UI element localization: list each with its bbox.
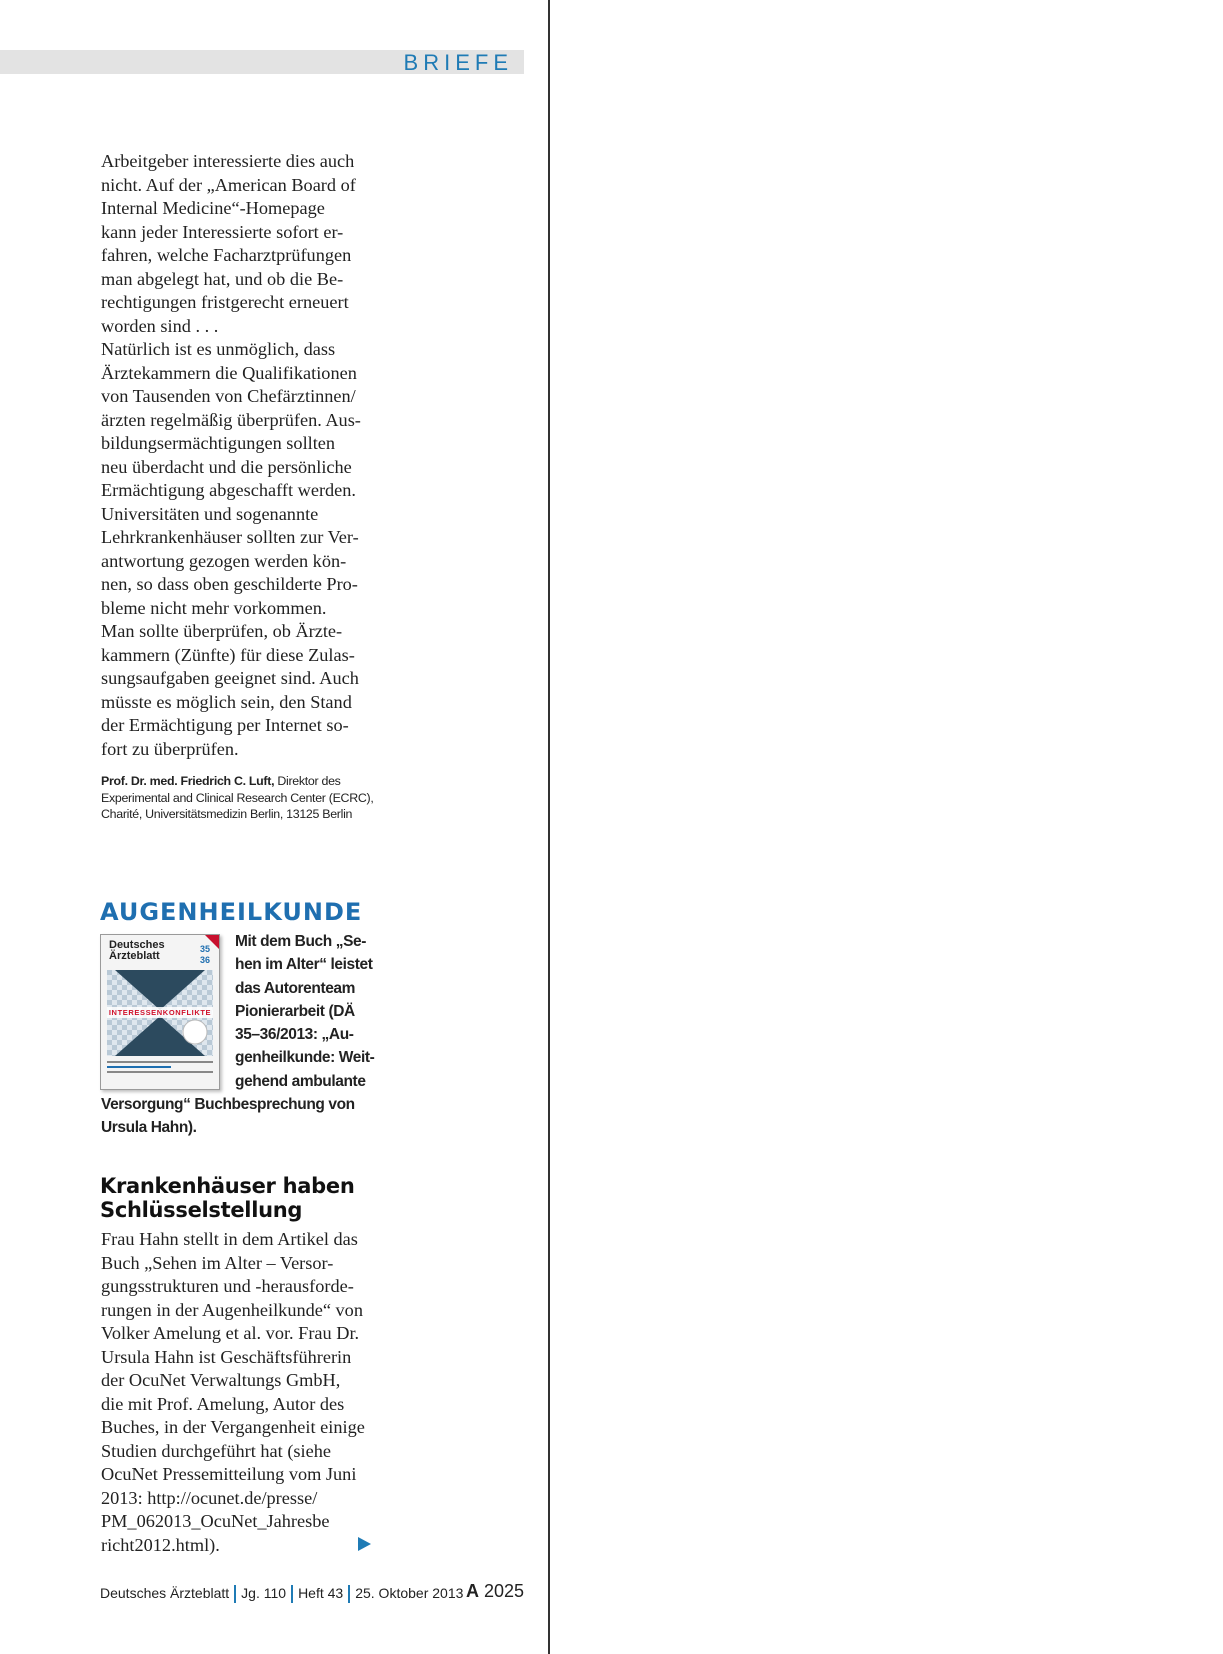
column-divider (548, 0, 550, 1654)
section-label: BRIEFE (403, 50, 513, 75)
text-line: Internal Medicine“-Homepage (101, 198, 325, 218)
text-line: müsste es möglich sein, den Stand (101, 691, 352, 712)
teaser-line: Ursula Hahn). (101, 1119, 197, 1137)
text-line: Ermächtigung abgeschafft werden. (101, 480, 356, 500)
letter-body (101, 1228, 381, 1557)
text-line: worden sind . . . (101, 315, 219, 336)
text-line: antwortung gezogen werden kön- (101, 550, 347, 571)
text-line: Buches, in der Vergangenheit einige (101, 1417, 365, 1437)
text-line: gungsstrukturen und -herausforde- (101, 1276, 354, 1296)
topic-teaser (101, 930, 391, 1140)
teaser-line: das Autorenteam (235, 979, 356, 997)
text-line: fahren, welche Facharztprüfungen (101, 245, 352, 265)
cover-band: INTERESSENKONFLIKTE (108, 1008, 212, 1017)
text-line: der OcuNet Verwaltungs GmbH, (101, 1370, 341, 1390)
text-line: 2013: http://ocunet.de/presse/ (101, 1487, 318, 1508)
journal-name: Deutsches Ärzteblatt (100, 1585, 230, 1601)
text-line: Man sollte überprüfen, ob Ärzte- (101, 621, 343, 641)
journal-issue: Heft 43 (298, 1585, 344, 1601)
text-line: rungen in der Augenheilkunde“ von (101, 1299, 363, 1320)
teaser-line: genheilkunde: Weit- (235, 1049, 375, 1067)
page-number: A 2025 (465, 1581, 524, 1601)
journal-volume: Jg. 110 (241, 1585, 287, 1601)
author-affiliation: Experimental and Clinical Research Center (ECRC), (101, 790, 374, 805)
footer-separator (348, 1585, 350, 1603)
text-line: kann jeder Interessierte sofort er- (101, 221, 344, 242)
text-line: Natürlich ist es unmöglich, dass (101, 339, 336, 359)
topic-kicker: AUGENHEILKUNDE (100, 898, 363, 926)
cover-issue-number: 35 36 (199, 944, 210, 965)
text-line: Buch „Sehen im Alter – Versor- (101, 1252, 334, 1273)
text-line: Lehrkrankenhäuser sollten zur Ver- (101, 527, 359, 547)
text-line: Arbeitgeber interessierte dies auch (101, 151, 355, 171)
text-line: bildungsermächtigungen sollten (101, 433, 336, 453)
text-line: bleme nicht mehr vorkommen. (101, 597, 327, 618)
text-line: nicht. Auf der „American Board of (101, 174, 356, 195)
author-signature (101, 773, 401, 823)
text-line: ärzten regelmäßig überprüfen. Aus- (101, 409, 361, 430)
teaser-line: Mit dem Buch „Se- (235, 933, 366, 950)
teaser-line: 35–36/2013: „Au- (235, 1026, 354, 1044)
teaser-line: Pionierarbeit (DÄ (235, 1002, 355, 1020)
text-line: neu überdacht und die persönliche (101, 456, 352, 477)
text-line: der Ermächtigung per Internet so- (101, 715, 349, 735)
text-line: richt2012.html). (101, 1534, 220, 1555)
right-triangle-icon (358, 1537, 371, 1551)
text-line: rechtigungen fristgerecht erneuert (101, 292, 349, 312)
journal-date: 25. Oktober 2013 (355, 1585, 464, 1601)
teaser-line: hen im Alter“ leistet (235, 956, 373, 974)
text-line: sungsaufgaben geeignet sind. Auch (101, 668, 359, 688)
text-line: Ursula Hahn ist Geschäftsführerin (101, 1346, 352, 1367)
header-bar (0, 50, 524, 74)
text-line: OcuNet Pressemitteilung vom Juni (101, 1464, 357, 1484)
teaser-line: Versorgung“ Buchbesprechung von (101, 1096, 355, 1114)
footer-separator (291, 1585, 293, 1603)
text-line: nen, so dass oben geschilderte Pro- (101, 574, 358, 594)
footer-separator (234, 1585, 236, 1603)
author-address: Charité, Universitätsmedizin Berlin, 13125 Berlin (101, 807, 353, 821)
author-name: Prof. Dr. med. Friedrich C. Luft, (101, 774, 275, 788)
text-line: PM_062013_OcuNet_Jahresbe (101, 1511, 330, 1531)
text-line: man abgelegt hat, und ob die Be- (101, 268, 344, 289)
page-footer (100, 1582, 524, 1604)
text-line: fort zu überprüfen. (101, 738, 239, 759)
text-line: Universitäten und sogenannte (101, 503, 319, 524)
teaser-line: gehend ambulante (235, 1072, 366, 1090)
text-line: die mit Prof. Amelung, Autor des (101, 1393, 345, 1414)
text-line: Studien durchgeführt hat (siehe (101, 1440, 331, 1461)
letter-headline: Krankenhäuser haben Schlüsselstellung (100, 1174, 355, 1222)
text-line: Ärztekammern die Qualifikationen (101, 362, 357, 383)
text-line: Volker Amelung et al. vor. Frau Dr. (101, 1323, 360, 1343)
author-title: Direktor des (274, 774, 341, 788)
text-line: von Tausenden von Chefärztinnen/ (101, 386, 356, 406)
letter-body (101, 150, 381, 761)
text-line: Frau Hahn stellt in dem Artikel das (101, 1229, 358, 1249)
cover-title: Deutsches Ärzteblatt (109, 939, 165, 962)
text-line: kammern (Zünfte) für diese Zulas- (101, 644, 355, 665)
